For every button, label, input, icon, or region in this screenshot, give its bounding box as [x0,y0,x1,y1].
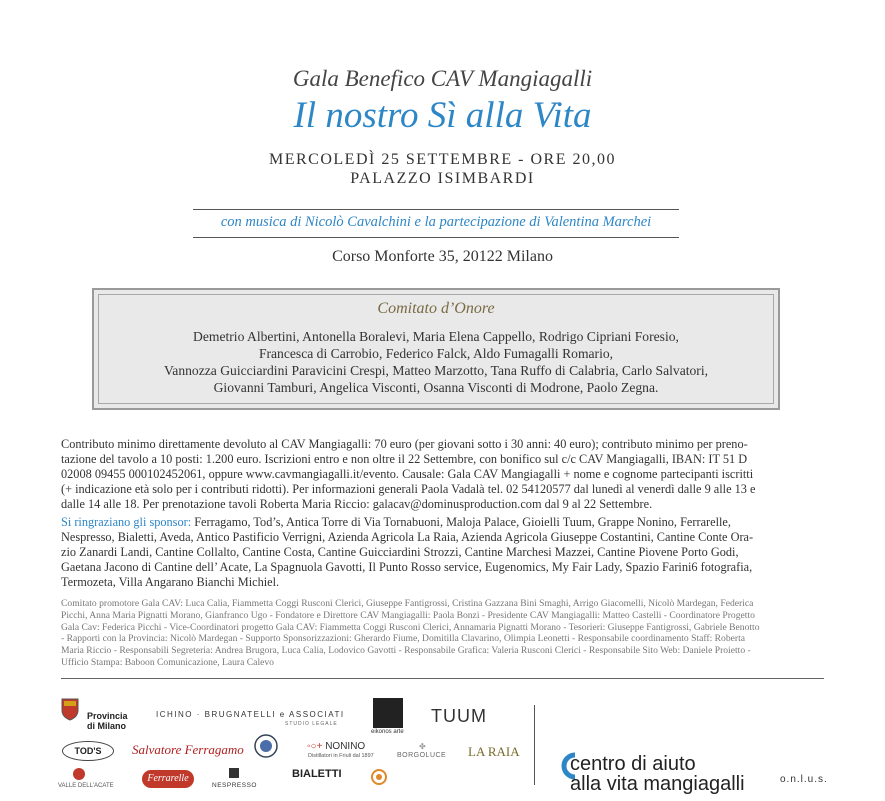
credits-paragraph [61,598,827,669]
contributo-line: tazione del tavolo a 10 posti: 1.200 euro. Iscrizioni entro e non oltre il 22 Settembre, con bonifico sul c/c CAV Mangiagalli, IBAN: IT 51 D [61,452,748,466]
ferragamo-logo: Salvatore Ferragamo [132,742,244,757]
cav-onlus-tag: o.n.l.u.s. [780,774,828,785]
nonino-text: NONINO [325,741,366,752]
nonino-logo: ◦○+ NONINO [307,741,366,752]
borgoluce-logo: BORGOLUCE [397,752,447,759]
sponsor-line: Termozeta, Villa Angarano Bianchi Michiel. [61,575,280,589]
credits-line: Ufficio Stampa: Baboon Comunicazione, Laura Calevo [61,656,274,668]
credits-line: Comitato promotore Gala CAV: Luca Calia, Fiammetta Coggi Rusconi Clerici, Giuseppe Fantigrossi, Cristina Gazzana Bini Smaghi, Arrigo Giacomelli, Nicolò Mardegan, Federica [61,598,754,609]
sponsor-line: zio Zanardi Landi, Cantine Collalto, Cantine Costa, Cantine Guicciardini Strozzi, Cantine Marchesi Mazzei, Cantine Piovene Porto Godi, [61,545,739,559]
sponsor-paragraph [61,515,827,590]
event-title: Il nostro Sì alla Vita [293,95,592,136]
cav-onlus-line2: alla vita mangiagalli [570,773,745,795]
ichino-logo: ICHINO · BRUGNATELLI e ASSOCIATI [156,710,345,719]
credits-line: Maria Riccio - Responsabili Segreteria: Andrea Brugora, Luca Calia, Lodovico Gavotti - Responsabile Grafica: Valeria Rusconi Clerici - Responsabile Sito Web: Daniele Proietto - [61,645,751,657]
tods-logo: TOD'S [62,741,114,761]
footer-vertical-divider [534,705,535,785]
sponsor-label: Si ringraziano gli sponsor: [61,515,192,529]
nespresso-icon [229,768,239,778]
event-address: Corso Monforte 35, 20122 Milano [332,248,553,265]
provincia-crest-icon [60,697,80,721]
sponsor-line: Ferragamo, Tod’s, Antica Torre di Via Tornabuoni, Maloja Palace, Gioielli Tuum, Grappe Nonino, Ferrarelle, [191,515,731,529]
seal-icon [253,733,279,759]
valle-acate-icon [72,767,86,781]
contributo-line: (+ indicazione età solo per i contributi ridotti). Per informazioni generali Paola Vadalà tel. 02 54120577 dal lunedì al venerdì dalle 9 alle 13 e [61,482,756,496]
comitato-line: Vannozza Guicciardini Paravicini Crespi, Matteo Marzotto, Tana Ruffo di Calabria, Carlo Salvatori, [163,363,709,378]
comitato-line: Demetrio Albertini, Antonella Boralevi, Maria Elena Cappello, Rodrigo Cipriani Foresio, [193,329,679,344]
contributo-line: 02008 09455 000102452061, oppure www.cavmangiagalli.it/evento. Causale: Gala CAV Mangiagalli + nome e cognome partecipanti iscritti [61,467,754,481]
provincia-text: Provincia [87,711,128,721]
laraia-logo: LA RAIA [468,744,520,759]
provincia-logo [87,711,128,731]
sponsor-line: Gaetana Jacono di Cantine dell’ Acate, La Spagnuola Gavotti, Il Punto Rosso service, Eugenomics, My Fair Lady, Spazio Farini6 fotografia, [61,560,753,574]
comitato-line: Francesca di Carrobio, Federico Falck, Aldo Fumagalli Romario, [258,346,614,361]
ferrarelle-logo: Ferrarelle [142,770,194,788]
borgoluce-icon: ✤ [419,742,426,751]
comitato-line: Giovanni Tamburi, Angelica Visconti, Osanna Visconti di Modrone, Paolo Zegna. [213,380,659,395]
credits-line: Picchi, Anna Maria Pignatti Morano, Gianfranco Ugo - Fondatore e Direttore CAV Mangiagalli: Paola Bonzi - Presidente CAV Mangiagalli: Matteo Castelli - Coordinatore Progetto [61,609,755,621]
sponsor-line: Nespresso, Bialetti, Aveda, Antico Pastificio Verrigni, Azienda Agricola La Raia, Azienda Agricola Giuseppe Costantini, Cantine Conte Ora- [61,530,754,544]
contributo-line: dalle 14 alle 18. Per prenotazione tavoli Roberta Maria Riccio: galacav@dominusproduction.com dal 9 al 22 Settembre. [61,497,653,511]
music-line: con musica di Nicolò Cavalchini e la partecipazione di Valentina Marchei [220,214,652,230]
cav-onlus-line1: centro di aiuto [570,753,696,775]
bialetti-logo: BIALETTI [292,768,342,780]
event-subtitle: Gala Benefico CAV Mangiagalli [292,66,593,91]
eikonos-logo: eikonos arte [371,729,404,735]
event-venue: PALAZZO ISIMBARDI [350,170,535,187]
eikonos-mark-icon [373,698,403,728]
cav-onlus-logo [570,754,745,794]
contributo-line: Contributo minimo direttamente devoluto al CAV Mangiagalli: 70 euro (per giovani sotto i 30 anni: 40 euro); contributo minimo per preno- [61,437,748,451]
footer-divider [61,678,824,679]
credits-line: - Rapporti con la Provincia: Nicolò Mardegan - Supporto Sponsorizzazioni: Gherardo Fiume, Domitilla Clavarino, Olimpia Leonetti - Responsabile coordinamento Staff: Roberta [61,633,746,645]
credits-line: Gala Cav: Federica Picchi - Vice-Coordinatori progetto Gala CAV: Fiammetta Coggi Rusconi Clerici, Annamaria Pignatti Morano - Tesorieri: Giuseppe Fantigrossi, Gabriele Benotto [61,621,760,633]
nespresso-logo: NESPRESSO [212,782,257,789]
sun-icon [366,765,392,789]
tuum-logo: TUUM [431,706,487,726]
event-date: MERCOLEDÌ 25 SETTEMBRE - ORE 20,00 [269,151,616,168]
nonino-sub: Distillatori in Friuli dal 1897 [308,753,374,759]
contributo-paragraph [61,437,827,512]
provincia-text: di Milano [87,721,126,731]
comitato-title: Comitato d’Onore [377,300,495,317]
ichino-sub: STUDIO LEGALE [285,721,338,727]
valle-acate-logo: VALLE DELL'ACATE [58,783,114,789]
